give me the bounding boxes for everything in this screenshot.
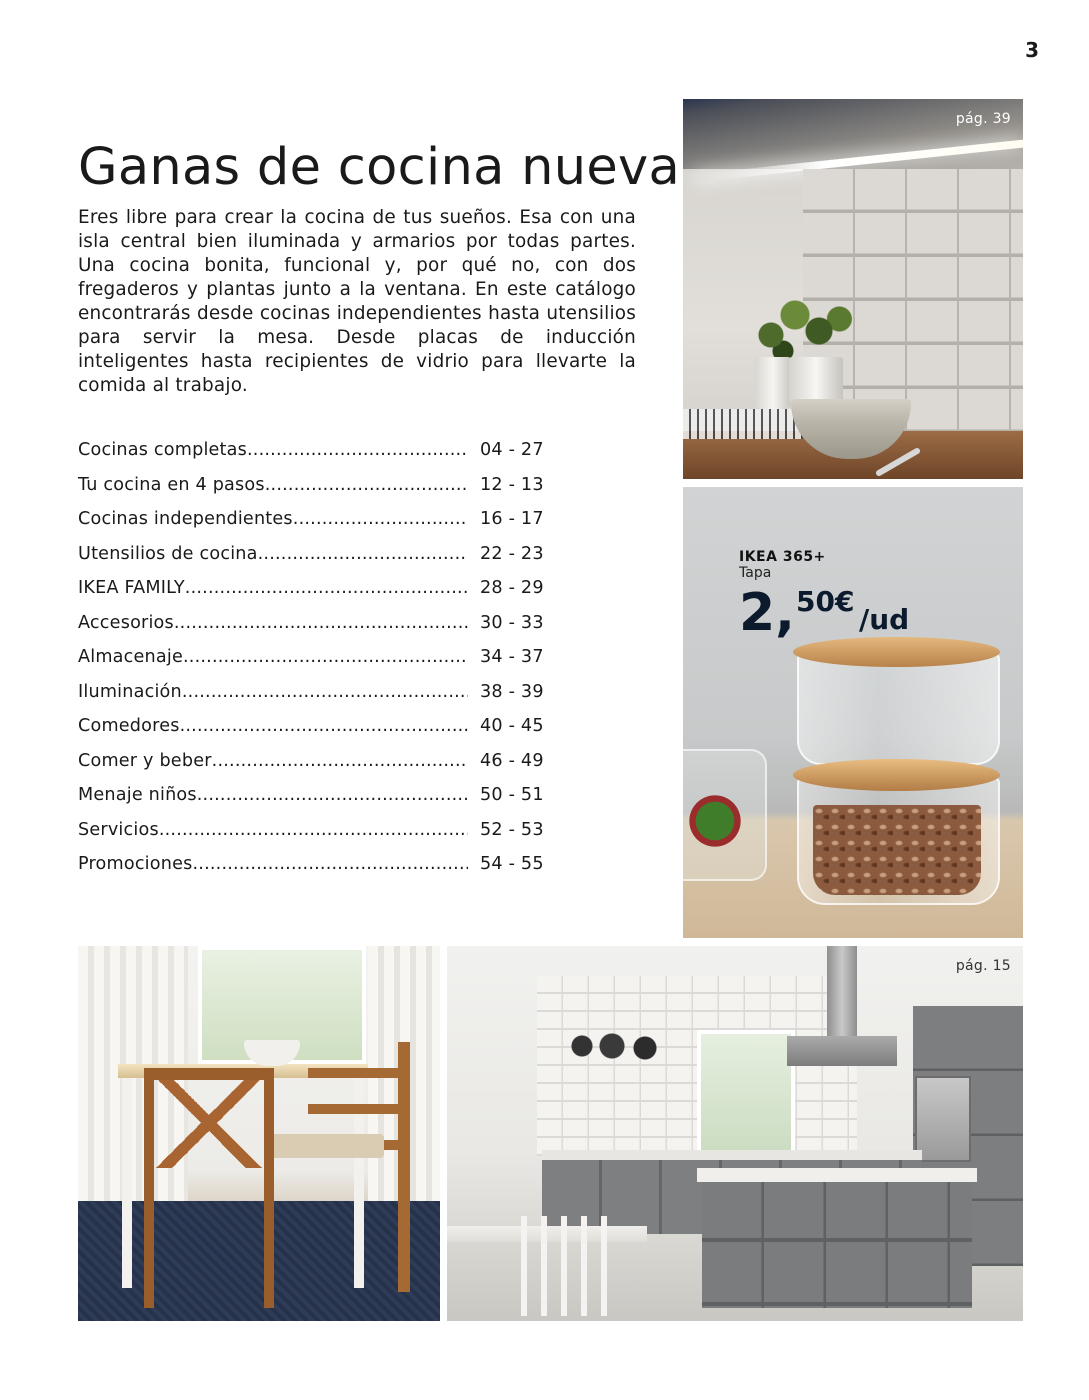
toc-item-label: Comer y beber <box>78 750 212 771</box>
toc-item-pages: 04 - 27 <box>480 440 544 460</box>
page-reference: pág. 15 <box>955 958 1011 974</box>
toc-item[interactable] <box>78 647 548 682</box>
toc-leader-dots <box>185 578 468 598</box>
plant-pot <box>789 357 843 405</box>
glass-container-back <box>683 749 767 881</box>
toc-leader-dots <box>192 854 468 874</box>
toc-item[interactable] <box>78 785 548 820</box>
dining-room-photo[interactable] <box>78 946 440 1321</box>
toc-leader-dots <box>265 475 468 495</box>
toc-item[interactable] <box>78 544 548 579</box>
product-name: IKEA 365+ <box>739 549 826 565</box>
product-description: Tapa <box>739 565 772 581</box>
toc-item-pages: 28 - 29 <box>480 578 544 598</box>
toc-item-label: Utensilios de cocina <box>78 543 258 564</box>
toc-item[interactable] <box>78 854 548 889</box>
toc-item-label: Cocinas completas <box>78 440 248 460</box>
toc-item-label: Accesorios <box>78 612 174 633</box>
product-promo[interactable] <box>683 487 1023 938</box>
toc-item-label: Servicios <box>78 819 159 840</box>
toc-leader-dots <box>183 647 468 667</box>
toc-item-label: Cocinas independientes <box>78 509 293 529</box>
toc-item-pages: 30 - 33 <box>480 612 544 633</box>
toc-leader-dots <box>293 509 468 529</box>
toc-item[interactable] <box>78 509 548 544</box>
kitchen-lighting-photo[interactable] <box>683 99 1023 479</box>
intro-paragraph: Eres libre para crear la cocina de tus sueños. Esa con una isla central bien iluminada y armarios por todas partes. Una cocina bonita, funcional y, por qué no, con dos fregaderos y plantas junto a la ventana. En este catálogo encontrarás desde cocinas independientes hasta utensilios para servir la mesa. Desde placas de inducción inteligentes hasta recipientes de vidrio para llevarte la comida al trabajo. <box>78 207 636 396</box>
glass-container <box>797 653 1000 765</box>
toc-leader-dots <box>212 751 468 771</box>
toc-item[interactable] <box>78 820 548 855</box>
page-number: 3 <box>1025 38 1039 62</box>
toc-leader-dots <box>197 785 468 805</box>
toc-item[interactable] <box>78 440 548 475</box>
toc-item-pages: 40 - 45 <box>480 716 544 736</box>
toc-leader-dots <box>247 440 468 460</box>
toc-leader-dots <box>174 613 468 633</box>
window <box>697 1030 795 1158</box>
page-title: Ganas de cocina nueva <box>78 138 681 197</box>
hanging-pans <box>567 1026 667 1066</box>
toc-item-pages: 52 - 53 <box>480 819 544 840</box>
product-price-unit: /ud <box>859 603 910 636</box>
toc-item-label: Tu cocina en 4 pasos <box>78 474 265 495</box>
toc-item-pages: 16 - 17 <box>480 509 544 529</box>
table-of-contents <box>78 440 548 889</box>
toc-item-label: Promociones <box>78 854 193 874</box>
toc-leader-dots <box>182 682 468 702</box>
product-price-cents: 50€ <box>796 585 855 618</box>
toc-item[interactable] <box>78 751 548 786</box>
toc-item[interactable] <box>78 578 548 613</box>
bar-stool <box>144 1068 274 1308</box>
toc-item[interactable] <box>78 613 548 648</box>
toc-item-pages: 54 - 55 <box>480 854 544 874</box>
toc-item-label: Almacenaje <box>78 647 183 667</box>
table-leg <box>122 1078 132 1288</box>
worktop <box>542 1150 922 1160</box>
toc-item[interactable] <box>78 475 548 510</box>
bamboo-lid <box>793 759 1000 791</box>
toc-item-label: Comedores <box>78 716 180 736</box>
extractor-hood <box>787 946 897 1066</box>
tea-towel <box>683 409 803 439</box>
dining-chairs <box>447 1196 647 1321</box>
toc-item-pages: 22 - 23 <box>480 543 544 564</box>
herb-plants <box>741 287 861 367</box>
toc-item-pages: 46 - 49 <box>480 750 544 771</box>
chair-seat <box>264 1134 384 1158</box>
toc-leader-dots <box>159 820 468 840</box>
toc-item-pages: 50 - 51 <box>480 785 544 805</box>
beans <box>813 805 981 895</box>
toc-item-label: Iluminación <box>78 681 182 702</box>
toc-item-pages: 34 - 37 <box>480 647 544 667</box>
kitchen-island <box>702 1178 972 1308</box>
toc-item-pages: 38 - 39 <box>480 681 544 702</box>
toc-item[interactable] <box>78 716 548 751</box>
toc-leader-dots <box>180 716 468 736</box>
wooden-chair <box>278 1042 410 1292</box>
toc-item-label: IKEA FAMILY <box>78 578 185 598</box>
page-reference: pág. 39 <box>955 111 1011 127</box>
under-cabinet-light <box>683 99 1023 169</box>
toc-item-label: Menaje niños <box>78 785 197 805</box>
toc-item[interactable] <box>78 682 548 717</box>
island-worktop <box>697 1168 977 1182</box>
product-price: 2, <box>739 583 795 643</box>
toc-item-pages: 12 - 13 <box>480 474 544 495</box>
toc-leader-dots <box>258 544 468 564</box>
bamboo-lid <box>793 637 1000 667</box>
oven <box>915 1076 971 1162</box>
plant-pot <box>755 357 791 409</box>
kitchen-island-photo[interactable] <box>447 946 1023 1321</box>
